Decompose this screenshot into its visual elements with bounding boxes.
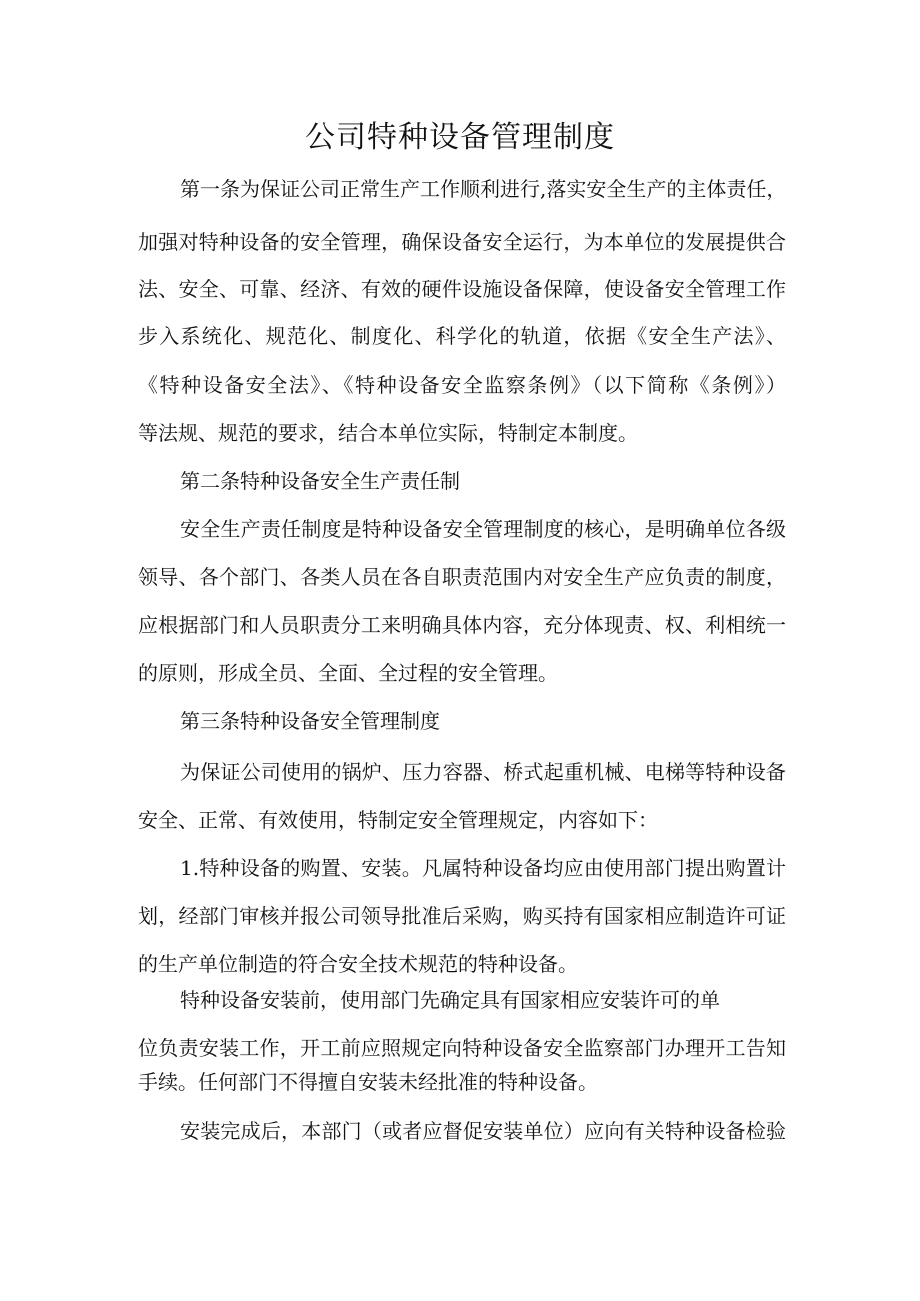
paragraph-line: 的原则，形成全员、全面、全过程的安全管理。 [138, 661, 558, 685]
paragraph-line: 加强对特种设备的安全管理，确保设备安全运行，为本单位的发展提供合 [138, 230, 786, 254]
paragraph-line: 1.特种设备的购置、安装。凡属特种设备均应由使用部门提出购置计 [180, 856, 786, 880]
paragraph-line: 的生产单位制造的符合安全技术规范的特种设备。 [138, 952, 578, 976]
paragraph-line: 法、安全、可靠、经济、有效的硬件设施设备保障，使设备安全管理工作 [138, 277, 786, 301]
paragraph-line: 《特种设备安全法》、《特种设备安全监察条例》（以下简称《条例》） [138, 373, 786, 397]
paragraph-line: 安全生产责任制度是特种设备安全管理制度的核心，是明确单位各级 [180, 517, 786, 541]
paragraph-line: 步入系统化、规范化、制度化、科学化的轨道，依据《安全生产法》、 [138, 324, 786, 348]
paragraph-line: 安装完成后，本部门（或者应督促安装单位）应向有关特种设备检验 [180, 1119, 786, 1143]
paragraph-line: 安全、正常、有效使用，特制定安全管理规定，内容如下： [138, 808, 658, 832]
paragraph-line: 特种设备安装前，使用部门先确定具有国家相应安装许可的单 [180, 988, 720, 1012]
section-heading: 第三条特种设备安全管理制度 [180, 709, 440, 733]
section-heading: 第二条特种设备安全生产责任制 [180, 469, 460, 493]
paragraph-line: 等法规、规范的要求，结合本单位实际，特制定本制度。 [138, 421, 638, 445]
paragraph-line: 手续。任何部门不得擅自安装未经批准的特种设备。 [138, 1070, 598, 1094]
paragraph-line: 为保证公司使用的锅炉、压力容器、桥式起重机械、电梯等特种设备 [180, 760, 786, 784]
paragraph-line: 划，经部门审核并报公司领导批准后采购，购买持有国家相应制造许可证 [138, 904, 786, 928]
paragraph-line: 位负责安装工作，开工前应照规定向特种设备安全监察部门办理开工告知 [138, 1036, 786, 1060]
paragraph-line: 第一条为保证公司正常生产工作顺利进行,落实安全生产的主体责任， [180, 177, 787, 201]
paragraph-line: 领导、各个部门、各类人员在各自职责范围内对安全生产应负责的制度， [138, 565, 786, 589]
paragraph-line: 应根据部门和人员职责分工来明确具体内容，充分体现责、权、利相统一 [138, 613, 786, 637]
document-title: 公司特种设备管理制度 [305, 120, 615, 155]
